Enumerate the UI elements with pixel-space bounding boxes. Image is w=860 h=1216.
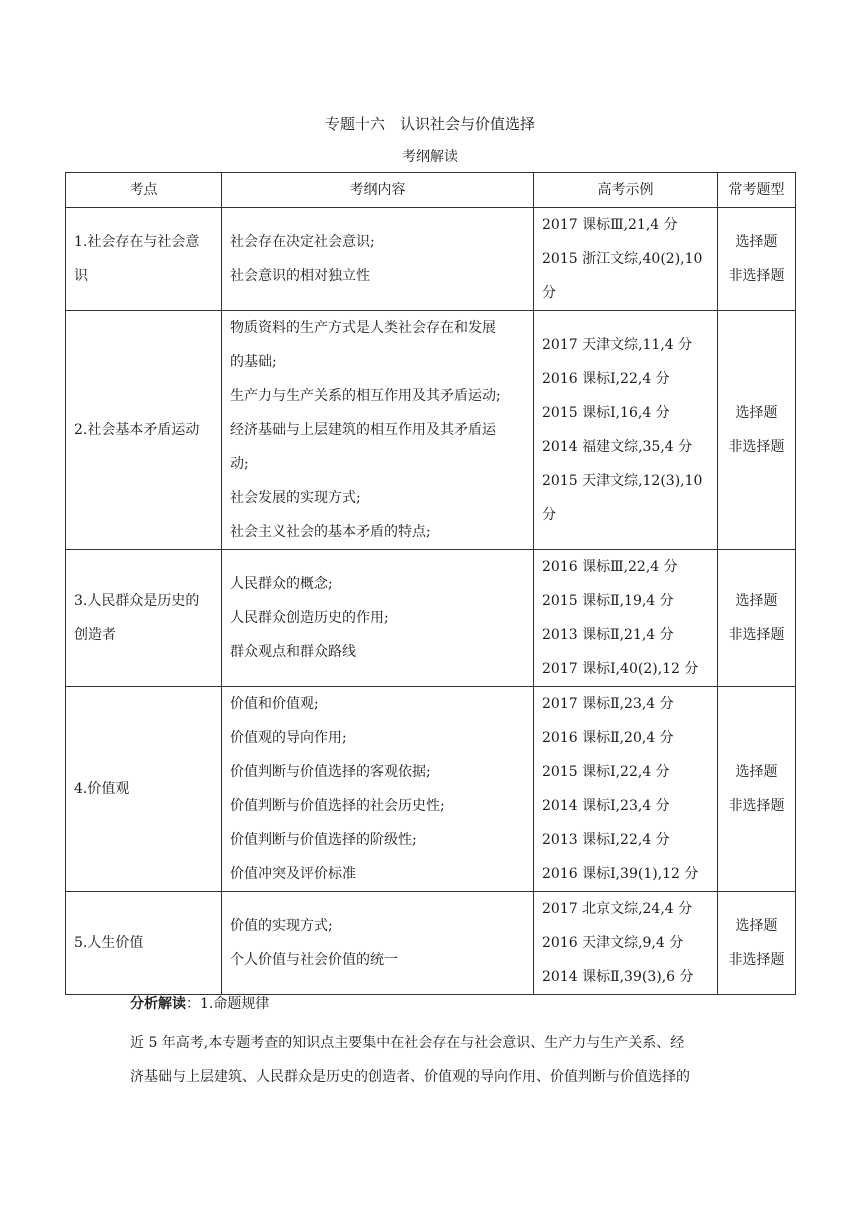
content-cell: 价值和价值观; 价值观的导向作用; 价值判断与价值选择的客观依据; 价值判断与价值选择的社会历史性; 价值判断与价值选择的阶级性; 价值冲突及评价标准 xyxy=(222,687,534,892)
content-cell: 物质资料的生产方式是人类社会存在和发展 的基础; 生产力与生产关系的相互作用及其矛盾运动; 经济基础与上层建筑的相互作用及其矛盾运 动; 社会发展的实现方式; 社会主义社会的基本矛盾的特点; xyxy=(222,311,534,550)
topic-cell: 2.社会基本矛盾运动 xyxy=(66,311,222,550)
type-cell: 选择题 非选择题 xyxy=(718,687,796,892)
table-header-row xyxy=(66,173,796,208)
table-row xyxy=(66,550,796,687)
topic-cell: 4.价值观 xyxy=(66,687,222,892)
header-question-type: 常考题型 xyxy=(718,173,796,208)
examples-cell: 2017 课标Ⅲ,21,4 分 2015 浙江文综,40(2),10 分 xyxy=(534,208,718,311)
examples-cell: 2016 课标Ⅲ,22,4 分 2015 课标Ⅱ,19,4 分 2013 课标Ⅱ,21,4 分 2017 课标Ⅰ,40(2),12 分 xyxy=(534,550,718,687)
page-title: 专题十六 认识社会与价值选择 xyxy=(324,115,535,133)
content-cell: 社会存在决定社会意识; 社会意识的相对独立性 xyxy=(222,208,534,311)
examples-cell: 2017 北京文综,24,4 分 2016 天津文综,9,4 分 2014 课标Ⅱ,39(3),6 分 xyxy=(534,892,718,995)
topic-cell: 5.人生价值 xyxy=(66,892,222,995)
type-cell: 选择题 非选择题 xyxy=(718,311,796,550)
topic-cell: 1.社会存在与社会意识 xyxy=(66,208,222,311)
examples-cell: 2017 天津文综,11,4 分 2016 课标Ⅰ,22,4 分 2015 课标Ⅰ,16,4 分 2014 福建文综,35,4 分 2015 天津文综,12(3),10 分 xyxy=(534,311,718,550)
table-row xyxy=(66,892,796,995)
table-row xyxy=(66,311,796,550)
table-caption: 考纲解读 xyxy=(402,149,458,165)
analysis-paragraph-line: 济基础与上层建筑、人民群众是历史的创造者、价值观的导向作用、价值判断与价值选择的 xyxy=(130,1069,690,1085)
analysis-label: 分析解读 xyxy=(130,996,186,1012)
header-examples: 高考示例 xyxy=(534,173,718,208)
type-cell: 选择题 非选择题 xyxy=(718,208,796,311)
table-row xyxy=(66,687,796,892)
table-row xyxy=(66,208,796,311)
examples-cell: 2017 课标Ⅱ,23,4 分 2016 课标Ⅱ,20,4 分 2015 课标Ⅰ,22,4 分 2014 课标Ⅰ,23,4 分 2013 课标Ⅰ,22,4 分 2016 课标Ⅰ,39(1),12 分 xyxy=(534,687,718,892)
topic-cell: 3.人民群众是历史的创造者 xyxy=(66,550,222,687)
content-cell: 人民群众的概念; 人民群众创造历史的作用; 群众观点和群众路线 xyxy=(222,550,534,687)
type-cell: 选择题 非选择题 xyxy=(718,550,796,687)
content-cell: 价值的实现方式; 个人价值与社会价值的统一 xyxy=(222,892,534,995)
exam-outline-table xyxy=(65,172,796,995)
analysis-paragraph-line: 近 5 年高考,本专题考查的知识点主要集中在社会存在与社会意识、生产力与生产关系、经 xyxy=(130,1035,685,1051)
header-content: 考纲内容 xyxy=(222,173,534,208)
type-cell: 选择题 非选择题 xyxy=(718,892,796,995)
analysis-heading xyxy=(130,993,269,1013)
analysis-subheading: ：1.命题规律 xyxy=(186,996,270,1012)
header-topic: 考点 xyxy=(66,173,222,208)
